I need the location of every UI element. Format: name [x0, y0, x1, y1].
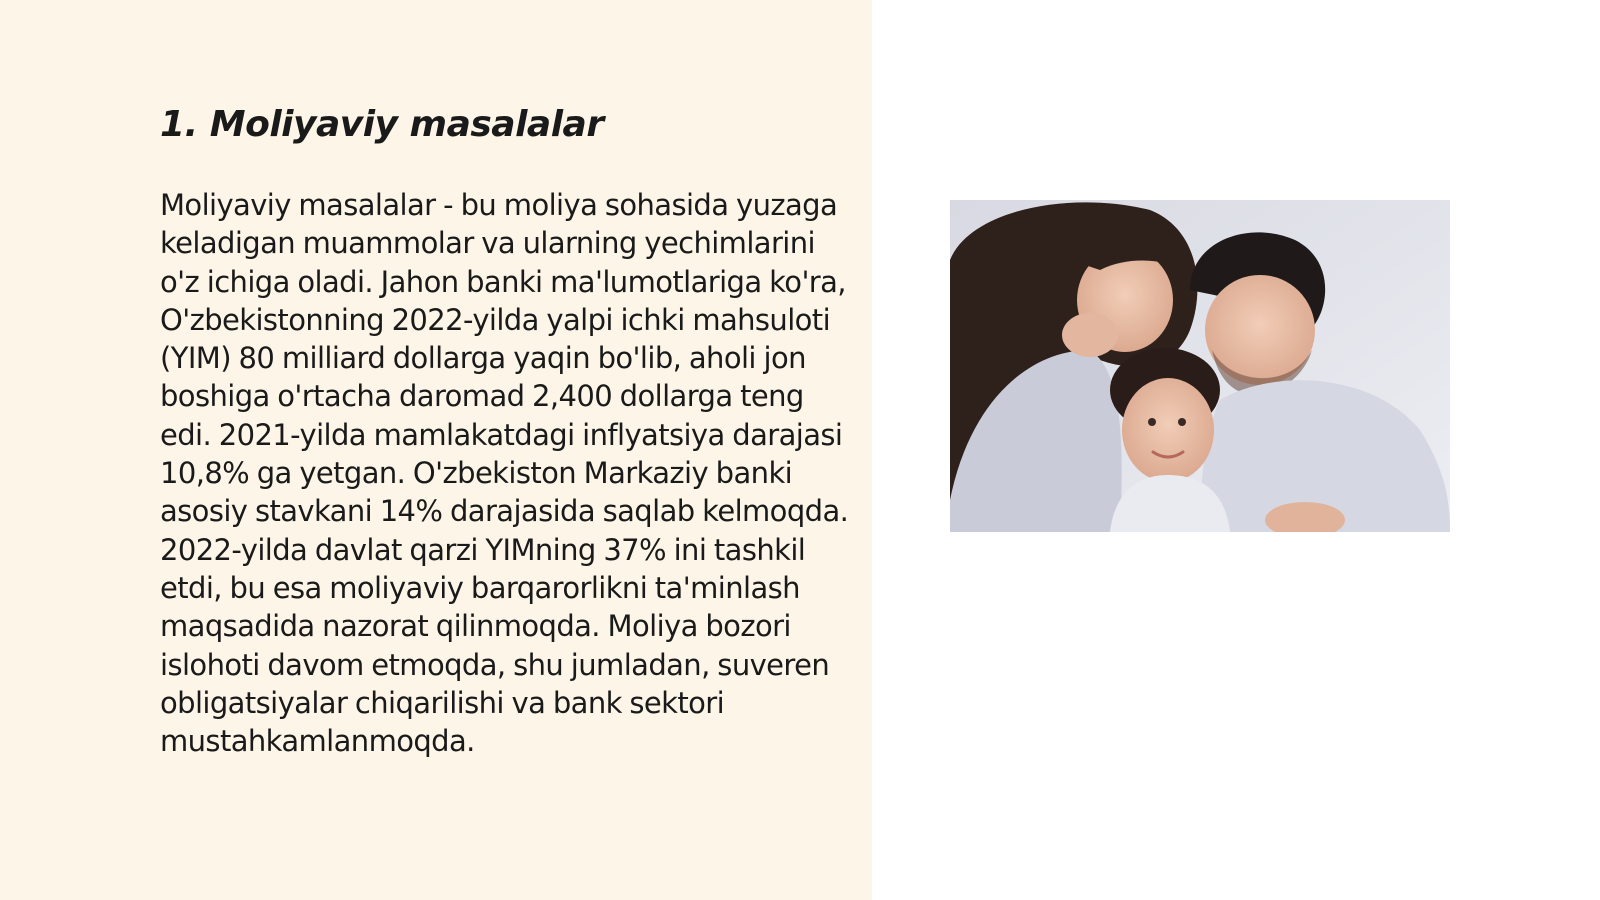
slide-title: 1. Moliyaviy masalalar	[160, 104, 604, 145]
slide-body-text: Moliyaviy masalalar - bu moliya sohasida yuzaga keladigan muammolar va ularning yechimlarini o'z ichiga oladi. Jahon banki ma'lumotlariga ko'ra, O'zbekistonning 2022-yilda yalpi ichki mahsuloti (YIM) 80 milliard dollarga yaqin bo'lib, aholi jon boshiga o'rtacha daromad 2,400 dollarga teng edi. 2021-yilda mamlakatdagi inflyatsiya darajasi 10,8% ga yetgan. O'zbekiston Markaziy banki asosiy stavkani 14% darajasida saqlab kelmoqda. 2022-yilda davlat qarzi YIMning 37% ini tashkil etdi, bu esa moliyaviy barqarorlikni ta'minlash maqsadida nazorat qilinmoqda. Moliya bozori islohoti davom etmoqda, shu jumladan, suveren obligatsiyalar chiqarilishi va bank sektori mustahkamlanmoqda.	[160, 188, 849, 759]
family-photo	[950, 200, 1450, 532]
